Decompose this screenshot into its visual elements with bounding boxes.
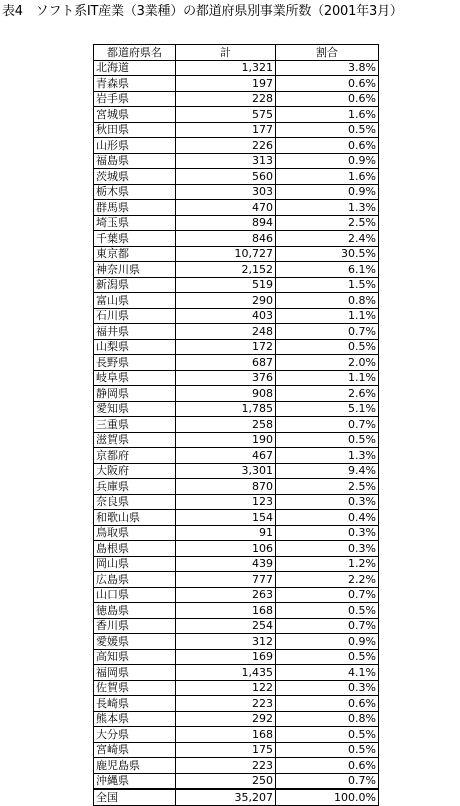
- count-cell: 172: [176, 339, 276, 355]
- prefecture-cell: 佐賀県: [94, 680, 176, 696]
- ratio-cell: 0.5%: [276, 603, 379, 619]
- prefecture-cell: 山形県: [94, 138, 176, 154]
- table-row: [94, 153, 379, 169]
- count-cell: 303: [176, 184, 276, 200]
- table-row: [94, 200, 379, 216]
- prefecture-cell: 富山県: [94, 293, 176, 309]
- prefecture-cell: 北海道: [94, 60, 176, 76]
- count-cell: 177: [176, 122, 276, 138]
- table-row: [94, 262, 379, 278]
- ratio-cell: 1.1%: [276, 308, 379, 324]
- count-cell: 908: [176, 386, 276, 402]
- prefecture-cell: 山口県: [94, 587, 176, 603]
- ratio-cell: 0.6%: [276, 138, 379, 154]
- ratio-cell: 0.9%: [276, 184, 379, 200]
- prefecture-cell: 大分県: [94, 727, 176, 743]
- ratio-cell: 0.5%: [276, 339, 379, 355]
- count-cell: 106: [176, 541, 276, 557]
- prefecture-cell: 奈良県: [94, 494, 176, 510]
- ratio-cell: 3.8%: [276, 60, 379, 76]
- prefecture-cell: 秋田県: [94, 122, 176, 138]
- ratio-cell: 0.5%: [276, 122, 379, 138]
- count-cell: 777: [176, 572, 276, 588]
- ratio-cell: 0.9%: [276, 634, 379, 650]
- table-row: [94, 448, 379, 464]
- table-row: [94, 758, 379, 774]
- count-cell: 439: [176, 556, 276, 572]
- column-header-total: 計: [176, 45, 276, 61]
- table-row: [94, 603, 379, 619]
- table-row: [94, 76, 379, 92]
- column-header-ratio: 割合: [276, 45, 379, 61]
- ratio-cell: 0.8%: [276, 711, 379, 727]
- ratio-cell: 1.3%: [276, 200, 379, 216]
- prefecture-cell: 岩手県: [94, 91, 176, 107]
- count-cell: 870: [176, 479, 276, 495]
- count-cell: 560: [176, 169, 276, 185]
- count-cell: 91: [176, 525, 276, 541]
- count-cell: 35,207: [176, 789, 276, 805]
- prefecture-cell: 和歌山県: [94, 510, 176, 526]
- table-row: [94, 432, 379, 448]
- table-row: [94, 665, 379, 681]
- ratio-cell: 1.5%: [276, 277, 379, 293]
- table-row: [94, 510, 379, 526]
- prefecture-cell: 愛知県: [94, 401, 176, 417]
- column-header-prefecture: 都道府県名: [94, 45, 176, 61]
- ratio-cell: 0.3%: [276, 494, 379, 510]
- prefecture-cell: 栃木県: [94, 184, 176, 200]
- ratio-cell: 6.1%: [276, 262, 379, 278]
- count-cell: 1,321: [176, 60, 276, 76]
- ratio-cell: 0.3%: [276, 680, 379, 696]
- ratio-cell: 0.7%: [276, 587, 379, 603]
- table-row: [94, 184, 379, 200]
- ratio-cell: 0.9%: [276, 153, 379, 169]
- prefecture-cell: 沖縄県: [94, 773, 176, 789]
- count-cell: 894: [176, 215, 276, 231]
- prefecture-cell: 兵庫県: [94, 479, 176, 495]
- prefecture-cell: 千葉県: [94, 231, 176, 247]
- table-row: [94, 339, 379, 355]
- count-cell: 846: [176, 231, 276, 247]
- table-header-row: [94, 45, 379, 61]
- count-cell: 228: [176, 91, 276, 107]
- prefecture-cell: 鹿児島県: [94, 758, 176, 774]
- ratio-cell: 0.8%: [276, 293, 379, 309]
- ratio-cell: 9.4%: [276, 463, 379, 479]
- table-row: [94, 355, 379, 371]
- ratio-cell: 2.2%: [276, 572, 379, 588]
- prefecture-cell: 大阪府: [94, 463, 176, 479]
- table-row: [94, 587, 379, 603]
- prefecture-cell: 福島県: [94, 153, 176, 169]
- ratio-cell: 0.7%: [276, 773, 379, 789]
- table-row: [94, 91, 379, 107]
- count-cell: 1,435: [176, 665, 276, 681]
- table-row: [94, 727, 379, 743]
- ratio-cell: 100.0%: [276, 789, 379, 805]
- count-cell: 376: [176, 370, 276, 386]
- ratio-cell: 2.5%: [276, 215, 379, 231]
- prefecture-cell: 新潟県: [94, 277, 176, 293]
- prefecture-cell: 全国: [94, 789, 176, 805]
- prefecture-cell: 鳥取県: [94, 525, 176, 541]
- count-cell: 175: [176, 742, 276, 758]
- prefecture-table: [93, 44, 379, 806]
- table-row: [94, 711, 379, 727]
- table-row: [94, 246, 379, 262]
- ratio-cell: 2.4%: [276, 231, 379, 247]
- table-row: [94, 634, 379, 650]
- ratio-cell: 1.1%: [276, 370, 379, 386]
- ratio-cell: 2.5%: [276, 479, 379, 495]
- prefecture-cell: 滋賀県: [94, 432, 176, 448]
- ratio-cell: 0.5%: [276, 432, 379, 448]
- table-row: [94, 122, 379, 138]
- count-cell: 154: [176, 510, 276, 526]
- ratio-cell: 0.4%: [276, 510, 379, 526]
- total-row: [94, 789, 379, 805]
- prefecture-cell: 石川県: [94, 308, 176, 324]
- count-cell: 168: [176, 603, 276, 619]
- page-title: 表4 ソフト系IT産業（3業種）の都道府県別事業所数（2001年3月）: [2, 4, 403, 19]
- count-cell: 2,152: [176, 262, 276, 278]
- prefecture-cell: 京都府: [94, 448, 176, 464]
- prefecture-cell: 福井県: [94, 324, 176, 340]
- count-cell: 687: [176, 355, 276, 371]
- table-row: [94, 169, 379, 185]
- count-cell: 168: [176, 727, 276, 743]
- count-cell: 197: [176, 76, 276, 92]
- count-cell: 123: [176, 494, 276, 510]
- table-row: [94, 231, 379, 247]
- count-cell: 248: [176, 324, 276, 340]
- count-cell: 258: [176, 417, 276, 433]
- prefecture-cell: 宮城県: [94, 107, 176, 123]
- prefecture-cell: 岡山県: [94, 556, 176, 572]
- ratio-cell: 0.6%: [276, 76, 379, 92]
- prefecture-cell: 福岡県: [94, 665, 176, 681]
- ratio-cell: 0.3%: [276, 541, 379, 557]
- table-row: [94, 107, 379, 123]
- table-row: [94, 494, 379, 510]
- ratio-cell: 1.3%: [276, 448, 379, 464]
- ratio-cell: 4.1%: [276, 665, 379, 681]
- prefecture-cell: 高知県: [94, 649, 176, 665]
- count-cell: 403: [176, 308, 276, 324]
- count-cell: 312: [176, 634, 276, 650]
- table-row: [94, 618, 379, 634]
- ratio-cell: 30.5%: [276, 246, 379, 262]
- count-cell: 470: [176, 200, 276, 216]
- count-cell: 169: [176, 649, 276, 665]
- ratio-cell: 0.7%: [276, 618, 379, 634]
- count-cell: 223: [176, 758, 276, 774]
- ratio-cell: 0.5%: [276, 649, 379, 665]
- table-row: [94, 324, 379, 340]
- table-row: [94, 401, 379, 417]
- ratio-cell: 5.1%: [276, 401, 379, 417]
- table-row: [94, 572, 379, 588]
- ratio-cell: 0.5%: [276, 742, 379, 758]
- count-cell: 10,727: [176, 246, 276, 262]
- prefecture-cell: 山梨県: [94, 339, 176, 355]
- ratio-cell: 1.6%: [276, 107, 379, 123]
- table-row: [94, 215, 379, 231]
- ratio-cell: 0.6%: [276, 696, 379, 712]
- ratio-cell: 0.3%: [276, 525, 379, 541]
- table-row: [94, 308, 379, 324]
- prefecture-cell: 三重県: [94, 417, 176, 433]
- prefecture-cell: 徳島県: [94, 603, 176, 619]
- table-row: [94, 417, 379, 433]
- prefecture-cell: 宮崎県: [94, 742, 176, 758]
- count-cell: 226: [176, 138, 276, 154]
- prefecture-cell: 広島県: [94, 572, 176, 588]
- table-row: [94, 138, 379, 154]
- ratio-cell: 0.5%: [276, 727, 379, 743]
- count-cell: 467: [176, 448, 276, 464]
- count-cell: 122: [176, 680, 276, 696]
- prefecture-cell: 青森県: [94, 76, 176, 92]
- ratio-cell: 0.6%: [276, 758, 379, 774]
- count-cell: 290: [176, 293, 276, 309]
- count-cell: 263: [176, 587, 276, 603]
- count-cell: 313: [176, 153, 276, 169]
- table-body: [94, 60, 379, 805]
- table-row: [94, 293, 379, 309]
- prefecture-cell: 長野県: [94, 355, 176, 371]
- prefecture-cell: 香川県: [94, 618, 176, 634]
- count-cell: 519: [176, 277, 276, 293]
- table-row: [94, 742, 379, 758]
- table-row: [94, 541, 379, 557]
- table-row: [94, 463, 379, 479]
- ratio-cell: 2.6%: [276, 386, 379, 402]
- count-cell: 3,301: [176, 463, 276, 479]
- prefecture-cell: 静岡県: [94, 386, 176, 402]
- count-cell: 223: [176, 696, 276, 712]
- prefecture-cell: 神奈川県: [94, 262, 176, 278]
- count-cell: 254: [176, 618, 276, 634]
- table-row: [94, 696, 379, 712]
- table-row: [94, 556, 379, 572]
- prefecture-cell: 岐阜県: [94, 370, 176, 386]
- table-row: [94, 680, 379, 696]
- prefecture-cell: 茨城県: [94, 169, 176, 185]
- table-row: [94, 649, 379, 665]
- count-cell: 250: [176, 773, 276, 789]
- ratio-cell: 0.7%: [276, 324, 379, 340]
- ratio-cell: 2.0%: [276, 355, 379, 371]
- table-row: [94, 386, 379, 402]
- count-cell: 190: [176, 432, 276, 448]
- prefecture-cell: 群馬県: [94, 200, 176, 216]
- ratio-cell: 1.6%: [276, 169, 379, 185]
- table-row: [94, 60, 379, 76]
- table-row: [94, 370, 379, 386]
- count-cell: 1,785: [176, 401, 276, 417]
- prefecture-cell: 東京都: [94, 246, 176, 262]
- count-cell: 575: [176, 107, 276, 123]
- ratio-cell: 0.6%: [276, 91, 379, 107]
- table-row: [94, 773, 379, 789]
- ratio-cell: 1.2%: [276, 556, 379, 572]
- table-row: [94, 277, 379, 293]
- ratio-cell: 0.7%: [276, 417, 379, 433]
- table-row: [94, 479, 379, 495]
- table-row: [94, 525, 379, 541]
- prefecture-cell: 長崎県: [94, 696, 176, 712]
- prefecture-cell: 埼玉県: [94, 215, 176, 231]
- prefecture-cell: 島根県: [94, 541, 176, 557]
- prefecture-cell: 熊本県: [94, 711, 176, 727]
- count-cell: 292: [176, 711, 276, 727]
- prefecture-cell: 愛媛県: [94, 634, 176, 650]
